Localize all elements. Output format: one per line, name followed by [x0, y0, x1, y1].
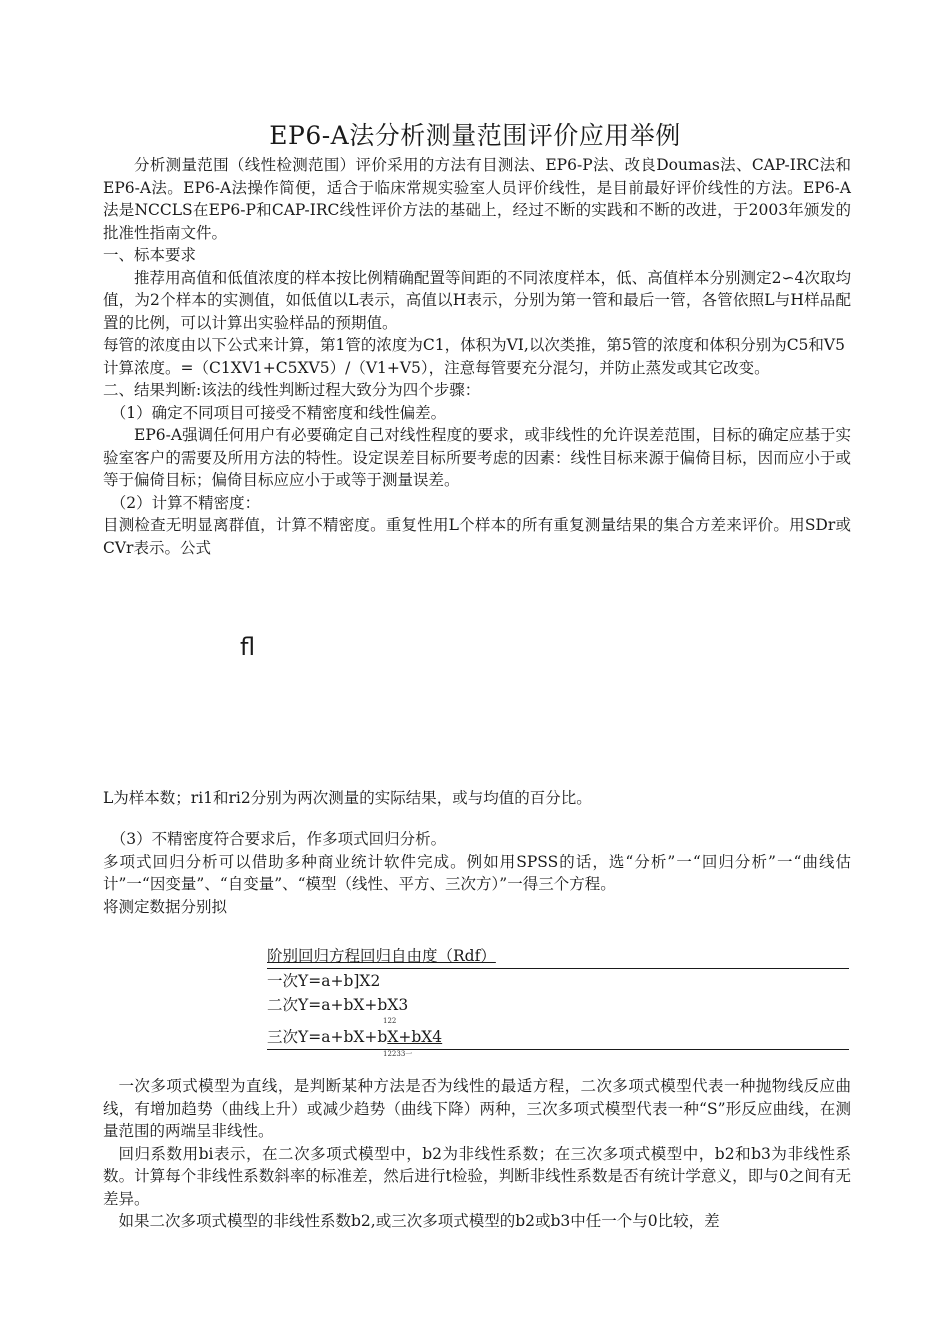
step2-note: L为样本数；ri1和ri2分别为两次测量的实际结果，或与均值的百分比。	[103, 789, 592, 807]
table-subscript: 12233一	[383, 1050, 413, 1058]
text-block-step3	[103, 828, 851, 918]
page-title: EP6-A法分析测量范围评价应用举例	[269, 121, 681, 150]
table-header: 阶别回归方程回归自由度（Rdf）	[267, 944, 849, 969]
regression-table	[267, 944, 849, 1058]
text-block-upper	[103, 154, 851, 559]
step3-paragraph: 多项式回归分析可以借助多种商业统计软件完成。例如用SPSS的话，选“分析”一“回归分析”一“曲线估计”一“因变量”、“自变量”、“模型（线性、平方、三次方）”一得三个方程。	[103, 852, 851, 893]
comparison-paragraph: 如果二次多项式模型的非线性系数b2,或三次多项式模型的b2或b3中任一个与0比较，差	[118, 1212, 720, 1230]
section-heading-judgement: 二、结果判断:该法的线性判断过程大致分为四个步骤：	[103, 381, 481, 399]
table-row-part: 三次Y=a+bX+b	[267, 1028, 388, 1046]
step2-paragraph: 目测检查无明显离群值，计算不精密度。重复性用L个样本的所有重复测量结果的集合方差来评价。用SDr或CVr表示。公式	[103, 516, 851, 557]
table-row-part-underlined: X+bX4	[387, 1028, 443, 1046]
table-row: 一次Y=a+b]X2	[267, 972, 381, 990]
coefficient-paragraph: 回归系数用bi表示，在二次多项式模型中，b2为非线性系数；在三次多项式模型中，b2和b3为非线性系数。计算每个非线性系数斜率的标准差，然后进行t检验，判断非线性系数是否有统计学意义，即与0之间有无差异。	[103, 1144, 851, 1208]
intro-paragraph: 分析测量范围（线性检测范围）评价采用的方法有目测法、EP6-P法、改良Doumas法、CAP-IRC法和EP6-A法。EP6-A法操作简便，适合于临床常规实验室人员评价线性，是目前最好评价线性的方法。EP6-A法是NCCLS在EP6-P和CAP-IRC线性评价方法的基础上，经过不断的实践和不断的改进，于2003年颁发的批准性指南文件。	[103, 156, 851, 242]
text-block-lower	[103, 1075, 851, 1233]
calculation-paragraph: 计算浓度。=（C1XV1+C5XV5）/（V1+V5），注意每管要充分混匀，并防止蒸发或其它改变。	[103, 358, 770, 377]
formula-image-placeholder: ﬂ	[240, 633, 256, 661]
model-description-paragraph: 一次多项式模型为直线，是判断某种方法是否为线性的最适方程，二次多项式模型代表一种抛物线反应曲线，有增加趋势（曲线上升）或减少趋势（曲线下降）两种，三次多项式模型代表一种“S”形反应曲线，在测量范围的两端呈非线性。	[103, 1077, 851, 1140]
table-row	[267, 1025, 849, 1050]
specimen-paragraph: 推荐用高值和低值浓度的样本按比例精确配置等间距的不同浓度样本，低、高值样本分别测定2∽4次取均值，为2个样本的实测值，如低值以L表示，高值以H表示，分别为第一管和最后一管，各管依照L与H样品配置的比例，可以计算出实验样品的预期值。	[103, 268, 851, 332]
step2-heading: （2）计算不精密度：	[110, 493, 261, 512]
step3-fit-line: 将测定数据分别拟	[103, 897, 228, 916]
text-block-note	[103, 787, 851, 810]
concentration-formula-paragraph: 每管的浓度由以下公式来计算，第1管的浓度为C1，体积为VI,以次类推，第5管的浓度和体积分别为C5和V5	[103, 336, 845, 354]
table-subscript: 122	[383, 1017, 397, 1025]
section-heading-specimen: 一、标本要求	[103, 246, 197, 264]
step1-heading: （1）确定不同项目可接受不精密度和线性偏差。	[110, 403, 447, 422]
table-row: 二次Y=a+bX+bX3	[267, 996, 409, 1014]
step3-heading: （3）不精密度符合要求后，作多项式回归分析。	[110, 830, 447, 848]
step1-paragraph: EP6-A强调任何用户有必要确定自己对线性程度的要求，或非线性的允许误差范围，目标的确定应基于实验室客户的需要及所用方法的特性。设定误差目标所要考虑的因素：线性目标来源于偏倚目标，因而应小于或等于偏倚目标；偏倚目标应应小于或等于测量误差。	[103, 426, 851, 489]
